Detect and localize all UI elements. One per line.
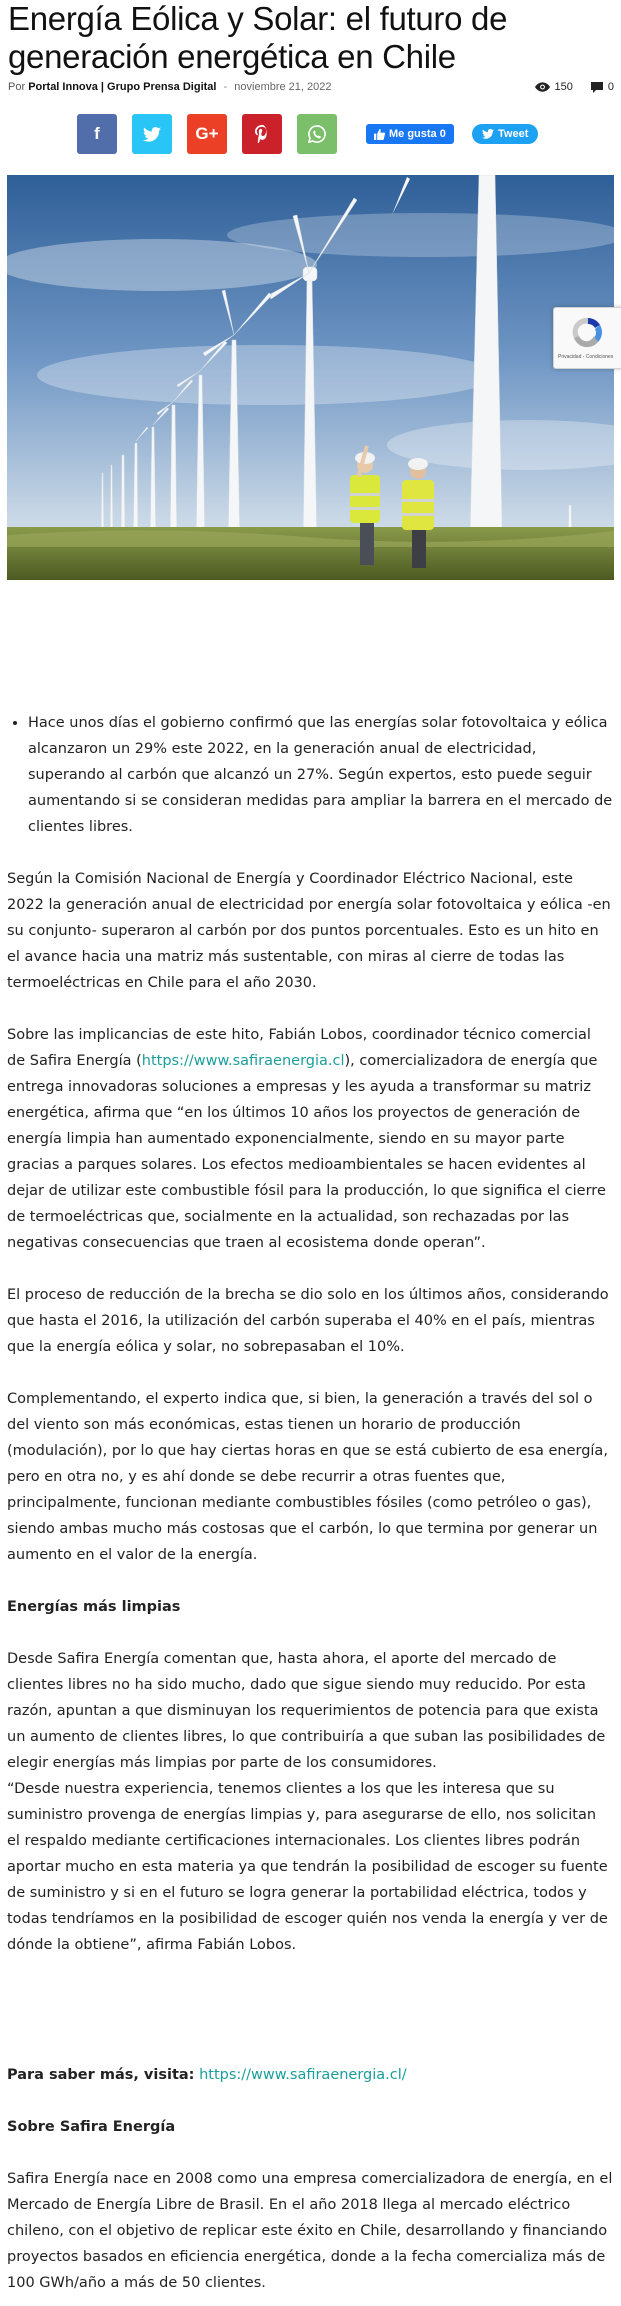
paragraph-6: “Desde nuestra experiencia, tenemos clientes a los que les interesa que su suministro provenga de energías limpias y, para asegurarse de ello, nos solicitan el respaldo mediante certificaciones internacionales. Los clientes libres podrán aportar mucho en esta materia ya que tendrán la posibilidad de escoger su fuente de suministro y si en el futuro se logra generar la portabilidad eléctrica, todos y todas tendríamos en la posibilidad de escoger quién nos venda la energía y ver de dónde la obtiene”, afirma Fabián Lobos. <box>7 1781 608 1953</box>
comments-stat[interactable] <box>591 81 614 93</box>
comment-icon <box>591 82 603 93</box>
author-link[interactable]: Portal Innova | Grupo Prensa Digital <box>28 81 217 93</box>
pinterest-icon <box>255 125 269 143</box>
share-facebook-button[interactable] <box>77 114 117 154</box>
eye-icon <box>535 82 550 92</box>
share-twitter-button[interactable] <box>132 114 172 154</box>
hero-image <box>7 175 614 580</box>
views-count: 150 <box>554 81 573 93</box>
views-stat <box>535 81 573 93</box>
share-googleplus-button[interactable] <box>187 114 227 154</box>
google-plus-icon: G+ <box>195 124 219 143</box>
paragraph-4: Complementando, el experto indica que, si bien, la generación a través del sol o del viento son más económicas, estas tienen un horario de producción (modulación), por lo que hay ciertas horas en que se está cubierto de esa energía, pero en otra no, y es ahí donde se debe recurrir a otras fuentes que, principalmente, funcionan mediante combustibles fósiles (como petróleo o gas), siendo ambas mucho más costosas que el carbón, lo que termina por generar un aumento en el valor de la energía. <box>7 1391 608 1563</box>
paragraph-2 <box>7 1022 613 1256</box>
article-meta <box>8 81 614 97</box>
publish-date: noviembre 21, 2022 <box>234 81 332 93</box>
paragraph-2-text-a: Sobre las implicancias de este hito, Fabián Lobos, coordinador técnico comercial de Safira Energía ( <box>7 1027 591 1069</box>
paragraph-7: Safira Energía nace en 2008 como una empresa comercializadora de energía, en el Mercado de Energía Libre de Brasil. En el año 2018 llega al mercado eléctrico chileno, con el objetivo de replicar este éxito en Chile, desarrollando y financiando proyectos basados en eficiencia energética, donde a la fecha comercializa más de 100 GWh/año a más de 50 clientes. <box>7 2171 613 2291</box>
safira-link[interactable]: https://www.safiraenergia.cl <box>141 1053 345 1069</box>
tweet-label: Tweet <box>498 128 529 140</box>
facebook-like-button[interactable] <box>366 124 454 144</box>
paragraph-5: Desde Safira Energía comentan que, hasta ahora, el aporte del mercado de clientes libres no ha sido mucho, dado que sigue siendo muy reducido. Por esta razón, apuntan a que disminuyan los requerimientos de potencia para que exista un aumento de clientes libres, lo que contribuiría a que suban las posibilidades de elegir energías más limpias por parte de los consumidores. <box>7 1651 606 1771</box>
like-label: Me gusta 0 <box>389 128 446 140</box>
paragraph-1: Según la Comisión Nacional de Energía y Coordinador Eléctrico Nacional, este 2022 la generación anual de electricidad por energía solar fotovoltaica y eólica -en su conjunto- superaron al carbón por dos puntos porcentuales. Esto es un hito en el avance hacia una matriz más sustentable, con miras al cierre de todas las termoeléctricas en Chile para el año 2030. <box>7 871 611 991</box>
paragraph-3: El proceso de reducción de la brecha se dio solo en los últimos años, considerando que hasta el 2016, la utilización del carbón superaba el 40% en el país, mientras que la energía eólica y solar, no sobrepasaban el 10%. <box>7 1287 609 1355</box>
thumbs-up-icon <box>374 129 385 140</box>
article-title: Energía Eólica y Solar: el futuro de generación energética en Chile <box>8 0 508 75</box>
more-info <box>7 2062 613 2088</box>
wind-turbines-photo <box>7 175 614 580</box>
article-stats <box>535 81 614 93</box>
by-label: Por <box>8 81 26 93</box>
recaptcha-badge[interactable] <box>553 307 621 369</box>
share-whatsapp-button[interactable] <box>297 114 337 154</box>
share-buttons <box>77 114 337 154</box>
twitter-icon <box>143 127 161 142</box>
summary-bullet: • Hace unos días el gobierno confirmó que las energías solar fotovoltaica y eólica alcanzaron un 29% este 2022, en la generación anual de electricidad, superando al carbón que alcanzó un 27%. Según expertos, esto puede seguir aumentando si se consideran medidas para ampliar la barrera en el mercado de clientes libres. <box>28 710 613 840</box>
paragraph-2-text-b: ), comercializadora de energía que entrega innovadoras soluciones a empresas y les ayuda a transformar su matriz energética, afirma que “en los últimos 10 años los proyectos de generación de energía limpia han aumentado exponencialmente, siendo en su mayor parte gracias a parques solares. Los efectos medioambientales se hacen evidentes al dejar de utilizar este combustible fósil para la producción, lo que significa el cierre de termoeléctricas que, socialmente en la actualidad, son rechazadas por las negativas consecuencias que traen al ecosistema donde operan”. <box>7 1053 606 1251</box>
meta-separator: - <box>223 81 228 93</box>
twitter-bird-icon <box>482 129 494 139</box>
recaptcha-footer[interactable]: Privacidad - Condiciones <box>558 354 614 360</box>
whatsapp-icon <box>308 125 326 143</box>
comments-count: 0 <box>607 81 614 93</box>
more-info-label: Para saber más, visita: <box>7 2067 195 2083</box>
summary-list <box>7 710 613 840</box>
recaptcha-icon <box>570 314 606 350</box>
share-pinterest-button[interactable] <box>242 114 282 154</box>
section-heading-1: Energías más limpias <box>7 1599 181 1615</box>
more-info-link[interactable]: https://www.safiraenergia.cl/ <box>199 2067 407 2083</box>
tweet-button[interactable] <box>472 124 538 144</box>
facebook-icon: f <box>94 124 100 143</box>
section-heading-2: Sobre Safira Energía <box>7 2119 176 2135</box>
